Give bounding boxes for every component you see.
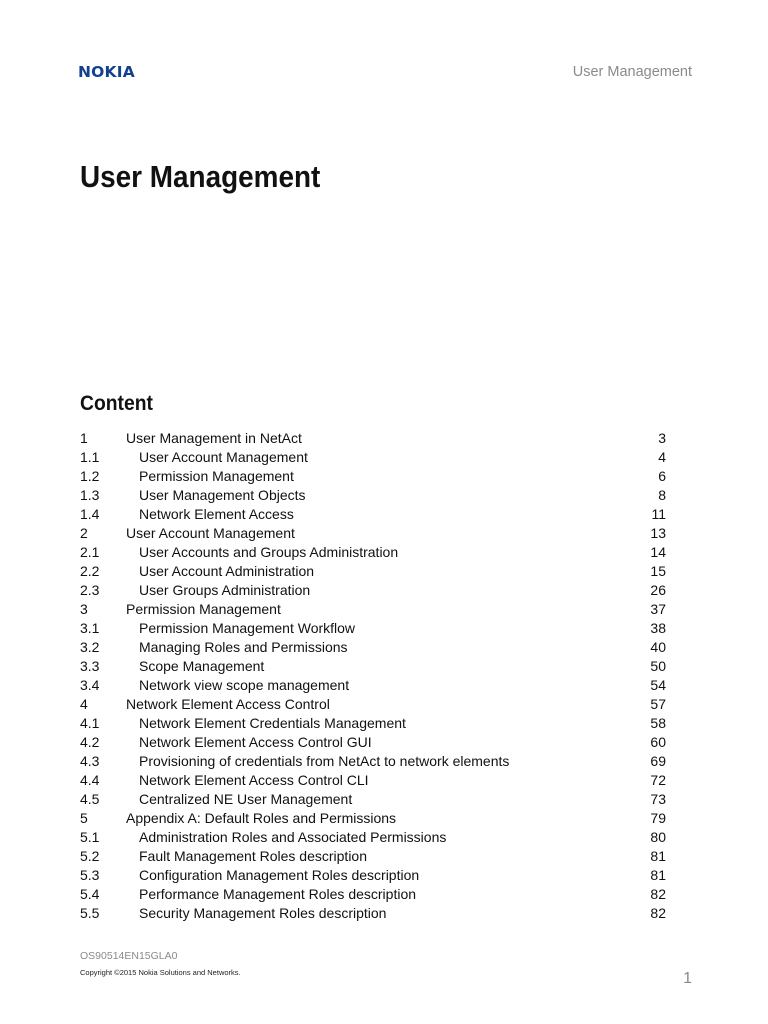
toc-entry-number: 1.4: [80, 506, 100, 522]
toc-entry-number: 3.3: [80, 658, 100, 674]
toc-entry-page: 3: [658, 430, 666, 446]
toc-entry-number: 1.2: [80, 468, 100, 484]
toc-entry-number: 3.2: [80, 639, 100, 655]
toc-entry-title: User Accounts and Groups Administration: [139, 544, 399, 560]
toc-entry-page: 81: [650, 867, 666, 883]
toc-entry-title: Centralized NE User Management: [139, 791, 353, 807]
toc-entry-page: 38: [650, 620, 666, 636]
toc-entry[interactable]: [80, 733, 666, 752]
toc-entry-title: Network Element Access Control GUI: [139, 734, 372, 750]
toc-entry-title: User Account Administration: [139, 563, 315, 579]
toc-entry-number: 1.3: [80, 487, 100, 503]
toc-entry-title: User Management Objects: [139, 487, 306, 503]
toc-entry-page: 69: [650, 753, 666, 769]
toc-entry-number: 5.5: [80, 905, 100, 921]
toc-entry[interactable]: [80, 600, 666, 619]
toc-entry-number: 4.1: [80, 715, 100, 731]
toc-entry-number: 1: [80, 430, 88, 446]
toc-heading: Content: [80, 392, 153, 415]
toc-entry-number: 4.2: [80, 734, 100, 750]
toc-entry-number: 5.1: [80, 829, 100, 845]
toc-entry[interactable]: [80, 486, 666, 505]
toc-entry[interactable]: [80, 866, 666, 885]
toc-entry-page: 11: [651, 506, 666, 522]
toc-entry-title: Network Element Access Control CLI: [139, 772, 369, 788]
toc-entry-page: 72: [650, 772, 666, 788]
toc-entry-number: 2.3: [80, 582, 100, 598]
toc-entry-title: Network Element Access: [139, 506, 294, 522]
toc-entry-number: 1.1: [80, 449, 100, 465]
toc-entry-title: Security Management Roles description: [139, 905, 387, 921]
toc-entry[interactable]: [80, 448, 666, 467]
toc-entry-number: 4.4: [80, 772, 100, 788]
toc-entry-number: 5.2: [80, 848, 100, 864]
toc-entry[interactable]: [80, 790, 666, 809]
toc-entry-page: 50: [650, 658, 666, 674]
toc-entry[interactable]: [80, 524, 666, 543]
toc-entry-number: 4.5: [80, 791, 100, 807]
toc-entry-title: Network Element Access Control: [126, 696, 330, 712]
toc-entry-page: 81: [650, 848, 666, 864]
toc-entry-page: 80: [650, 829, 666, 845]
toc-entry[interactable]: [80, 885, 666, 904]
toc-entry-title: User Management in NetAct: [126, 430, 302, 446]
toc-entry-page: 60: [650, 734, 666, 750]
document-code: OS90514EN15GLA0: [80, 950, 178, 962]
toc-entry-page: 57: [650, 696, 666, 712]
toc-entry-number: 3.1: [80, 620, 100, 636]
toc-entry[interactable]: [80, 904, 666, 923]
toc-entry-page: 54: [650, 677, 666, 693]
toc-entry-number: 2.2: [80, 563, 100, 579]
toc-entry-title: Permission Management: [126, 601, 281, 617]
toc-entry[interactable]: [80, 467, 666, 486]
toc-entry-title: Administration Roles and Associated Permissions: [139, 829, 447, 845]
toc-entry[interactable]: [80, 714, 666, 733]
toc-entry[interactable]: [80, 657, 666, 676]
toc-entry-page: 82: [650, 886, 666, 902]
toc-entry-number: 4: [80, 696, 88, 712]
toc-entry-page: 13: [650, 525, 666, 541]
toc-entry-page: 4: [658, 449, 666, 465]
toc-entry-title: User Groups Administration: [139, 582, 311, 598]
copyright-notice: Copyright ©2015 Nokia Solutions and Networks.: [80, 968, 241, 977]
toc-entry-title: User Account Management: [126, 525, 295, 541]
toc-entry-title: Managing Roles and Permissions: [139, 639, 348, 655]
toc-entry-number: 5: [80, 810, 88, 826]
toc-entry[interactable]: [80, 752, 666, 771]
toc-entry-title: Performance Management Roles description: [139, 886, 417, 902]
running-header-title: User Management: [572, 64, 692, 80]
toc-entry-number: 4.3: [80, 753, 100, 769]
toc-entry-title: Permission Management Workflow: [139, 620, 356, 636]
toc-entry-page: 37: [650, 601, 666, 617]
toc-entry[interactable]: [80, 638, 666, 657]
toc-entry-page: 40: [650, 639, 666, 655]
toc-entry[interactable]: [80, 505, 666, 524]
toc-entry[interactable]: [80, 809, 666, 828]
toc-entry-title: Provisioning of credentials from NetAct to network elements: [139, 753, 510, 769]
toc-entry[interactable]: [80, 562, 666, 581]
toc-entry-page: 8: [658, 487, 666, 503]
toc-entry-page: 58: [650, 715, 666, 731]
toc-entry-title: Fault Management Roles description: [139, 848, 368, 864]
toc-entry-number: 3.4: [80, 677, 100, 693]
toc-entry[interactable]: [80, 828, 666, 847]
toc-entry-number: 5.4: [80, 886, 100, 902]
toc-entry[interactable]: [80, 847, 666, 866]
toc-entry-title: User Account Management: [139, 449, 308, 465]
toc-entry-page: 14: [650, 544, 666, 560]
toc-entry-page: 73: [650, 791, 666, 807]
toc-entry[interactable]: [80, 771, 666, 790]
nokia-logo: NOKIA: [78, 63, 135, 81]
toc-entry[interactable]: [80, 676, 666, 695]
toc-entry-number: 5.3: [80, 867, 100, 883]
toc-entry-title: Network view scope management: [139, 677, 350, 693]
toc-entry[interactable]: [80, 695, 666, 714]
toc-entry[interactable]: [80, 429, 666, 448]
toc-entry-title: Configuration Management Roles description: [139, 867, 420, 883]
toc-entry-page: 82: [650, 905, 666, 921]
toc-entry[interactable]: [80, 581, 666, 600]
toc-entry-page: 6: [658, 468, 666, 484]
page-title: User Management: [80, 159, 321, 194]
toc-entry-number: 2: [80, 525, 88, 541]
toc-entry-title: Appendix A: Default Roles and Permissions: [126, 810, 397, 826]
toc-entry[interactable]: [80, 543, 666, 562]
toc-entry-title: Scope Management: [139, 658, 265, 674]
toc-entry-page: 15: [650, 563, 666, 579]
toc-entry-page: 26: [650, 582, 666, 598]
toc-entry-number: 3: [80, 601, 88, 617]
toc-entry[interactable]: [80, 619, 666, 638]
toc-entry-title: Network Element Credentials Management: [139, 715, 406, 731]
toc-entry-page: 79: [650, 810, 666, 826]
toc-entry-title: Permission Management: [139, 468, 294, 484]
table-of-contents: [80, 429, 666, 923]
toc-entry-number: 2.1: [80, 544, 100, 560]
page-number: 1: [683, 970, 692, 987]
